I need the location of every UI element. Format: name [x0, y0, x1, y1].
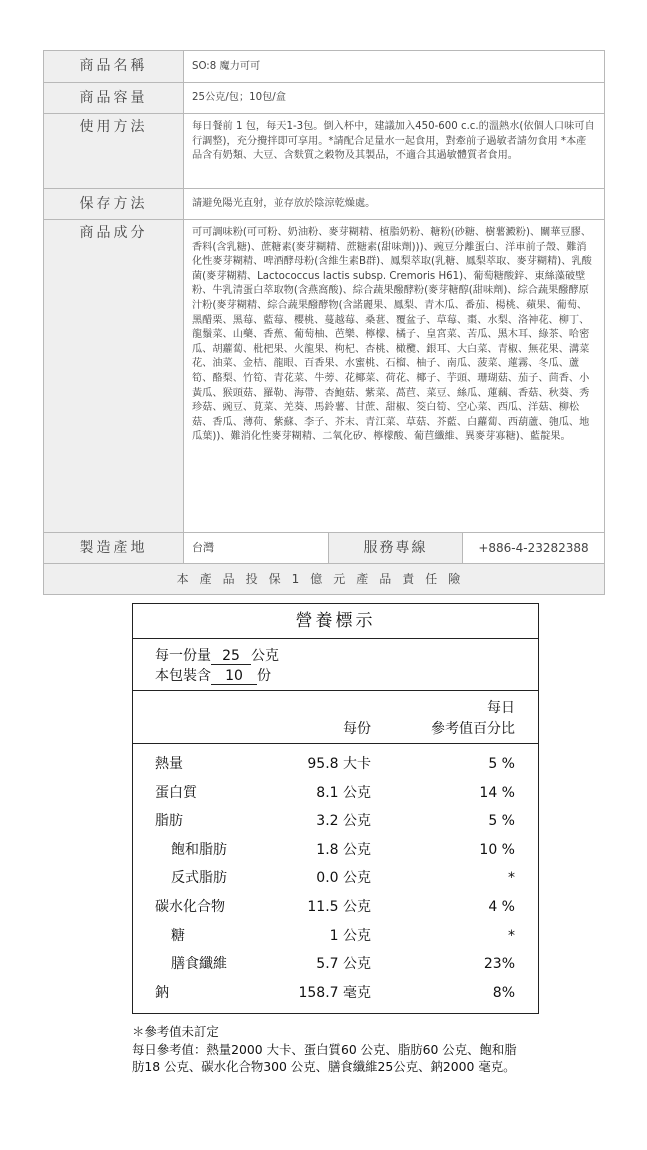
- footnote-not-established: ＊參考值未訂定: [132, 1024, 219, 1039]
- value-capacity: 25公克/包；10包/盒: [192, 92, 286, 103]
- nutrient-name: 脂肪: [155, 813, 183, 830]
- serving-info: [133, 639, 538, 691]
- nutrient-amount: 11.5 公克: [307, 898, 371, 915]
- row-usage: [44, 114, 604, 189]
- nutrient-amount: 1.8 公克: [316, 841, 371, 858]
- row-capacity: [44, 83, 604, 114]
- value-origin: 台灣: [184, 533, 329, 563]
- nutrient-amount: 0.0 公克: [316, 870, 371, 887]
- nutrient-amount: 3.2 公克: [316, 813, 371, 830]
- nutrient-amount: 1 公克: [329, 927, 371, 944]
- insurance-note: 本產品投保1億元產品責任險: [44, 564, 604, 594]
- nutrient-daily-value: 5 %: [488, 756, 515, 772]
- nutrition-column-headers: [133, 691, 538, 744]
- nutrient-daily-value: *: [508, 870, 515, 887]
- nutrient-daily-value: 14 %: [479, 784, 515, 801]
- label-usage: 使用方法: [44, 114, 184, 188]
- label-ingredients: 商品成分: [44, 220, 184, 532]
- nutrient-row-dietary-fiber: [133, 950, 538, 979]
- servings-per-package-label: 本包裝含: [155, 668, 211, 684]
- label-capacity: 商品容量: [44, 83, 184, 113]
- nutrient-name: 熱量: [155, 756, 183, 772]
- nutrient-daily-value: 8%: [492, 984, 515, 1001]
- label-storage: 保存方法: [44, 189, 184, 219]
- nutrient-daily-value: 10 %: [479, 841, 515, 858]
- column-daily-value-line1: 每日: [487, 700, 515, 716]
- label-service-line: 服務專線: [329, 533, 463, 563]
- nutrient-daily-value: *: [508, 927, 515, 944]
- nutrient-name: 膳食纖維: [171, 956, 227, 973]
- row-insurance: [44, 564, 604, 594]
- nutrient-name: 反式脂肪: [171, 870, 227, 887]
- nutrient-daily-value: 4 %: [488, 898, 515, 915]
- nutrient-row-protein: [133, 779, 538, 808]
- label-origin: 製造產地: [44, 533, 184, 563]
- nutrient-name: 蛋白質: [155, 784, 197, 801]
- serving-size-label: 每一份量: [155, 648, 211, 664]
- nutrient-amount: 95.8 大卡: [307, 756, 371, 772]
- nutrient-row-saturated-fat: [133, 836, 538, 865]
- nutrient-name: 鈉: [155, 984, 169, 1001]
- label-product-name: 商品名稱: [44, 51, 184, 82]
- nutrient-row-sodium: [133, 979, 538, 1008]
- nutrient-row-carbohydrate: [133, 893, 538, 922]
- nutrient-amount: 158.7 毫克: [298, 984, 371, 1001]
- nutrition-footnote: [132, 1023, 517, 1076]
- footnote-daily-reference-line2: 肪18 公克、碳水化合物300 公克、膳食纖維25公克、鈉2000 毫克。: [132, 1059, 516, 1074]
- value-ingredients: 可可調味粉(可可粉、奶油粉、麥芽糊精、植脂奶粉、糖粉(砂糖、樹薯澱粉)、關華豆膠、香料(含乳糖)、蔗糖素(麥芽糊精、蔗糖素(甜味劑)))、豌豆分離蛋白、洋車前子殼、難消化性麥芽糊精、啤酒酵母粉(含維生素B群)、鳳梨萃取(乳糖、鳳梨萃取、麥芽糊精)、乳酸菌(麥芽糊精、Lactococcus lactis subsp. Cremoris H61)、葡萄糖酸鋅、東絲藻破壁粉、牛乳清蛋白萃取物(含燕窩酸)、綜合蔬果醱酵粉(麥芽糖醇(甜味劑)、綜合蔬果醱酵原汁粉(麥芽糊精、綜合蔬果醱酵物(含諾麗果、鳳梨、青木瓜、番茄、楊桃、蘋果、葡萄、黑醋栗、黑莓、藍莓、櫻桃、蔓越莓、桑葚、覆盆子、草莓、棗、水梨、洛神花、柳丁、龍鬚菜、山藥、香蕉、葡萄柚、芭樂、檸檬、橘子、皇宮菜、苦瓜、黑木耳、綠茶、哈密瓜、胡蘿蔔、枇杷果、火龍果、枸杞、杏桃、橄欖、銀耳、大白菜、青椒、無花果、溝菜花、油菜、金桔、龍眼、百香果、水蜜桃、石榴、柚子、南瓜、菠菜、蓮霧、冬瓜、蘆筍、酪梨、竹筍、青花菜、牛蒡、花椰菜、荷花、椰子、芋頭、珊瑚菇、茄子、茴香、小黃瓜、猴頭菇、羅勒、海帶、杏鮑菇、紫菜、萵苣、菜豆、絲瓜、蓮藕、香菇、秋葵、秀珍菇、豌豆、莧菜、羌葵、馬鈴薯、甘蔗、甜椒、筊白筍、空心菜、西瓜、洋菇、柳松菇、香瓜、薄荷、紫蘇、李子、芥末、青江菜、草菇、芥藍、白蘿蔔、西葫蘆、匏瓜、地瓜葉))、難消化性麥芽糊精、二氧化矽、檸檬酸、葡苣纖維、異麥芽寡糖)、藍靛果。: [192, 227, 592, 443]
- row-origin-service: [44, 533, 604, 564]
- servings-per-package-value: 10: [211, 668, 257, 685]
- nutrient-daily-value: 5 %: [488, 813, 515, 830]
- nutrition-facts-table: [132, 603, 539, 1014]
- serving-size-line: [155, 646, 538, 666]
- column-daily-value-line2: 參考值百分比: [431, 721, 515, 737]
- column-per-serving: 每份: [343, 721, 371, 737]
- value-product-name: SO:8 魔力可可: [192, 61, 261, 72]
- nutrient-row-calories: [133, 750, 538, 779]
- row-ingredients: [44, 220, 604, 533]
- serving-size-value: 25: [211, 648, 251, 665]
- nutrient-row-fat: [133, 807, 538, 836]
- nutrient-amount: 5.7 公克: [316, 956, 371, 973]
- nutrient-row-trans-fat: [133, 864, 538, 893]
- nutrient-daily-value: 23%: [483, 956, 515, 973]
- serving-size-unit: 公克: [251, 648, 279, 664]
- nutrient-name: 糖: [171, 927, 185, 944]
- servings-per-package-unit: 份: [257, 668, 271, 684]
- servings-per-package-line: [155, 666, 538, 686]
- value-service-line: +886-4-23282388: [478, 541, 589, 555]
- value-usage: 每日餐前 1 包，每天1-3包。倒入杯中，建議加入450-600 c.c.的溫熱水(依個人口味可自行調整)，充分攪拌即可享用。*請配合足量水一起食用，對牽前子過敏者請勿食用 *本產品含有奶類、大豆、含麩質之穀物及其製品，不適合其過敏體質者食用。: [192, 121, 595, 162]
- footnote-daily-reference-line1: 每日參考值：熱量2000 大卡、蛋白質60 公克、脂肪60 公克、飽和脂: [132, 1041, 517, 1057]
- value-storage: 請避免陽光直射，並存放於陰涼乾燥處。: [192, 198, 376, 209]
- nutrition-title: 營養標示: [133, 604, 538, 639]
- nutrient-amount: 8.1 公克: [316, 784, 371, 801]
- nutrient-name: 飽和脂肪: [171, 841, 227, 858]
- product-info-table: [43, 50, 605, 595]
- row-storage: [44, 189, 604, 220]
- nutrient-row-sugar: [133, 922, 538, 951]
- row-product-name: [44, 51, 604, 83]
- nutrient-name: 碳水化合物: [155, 898, 225, 915]
